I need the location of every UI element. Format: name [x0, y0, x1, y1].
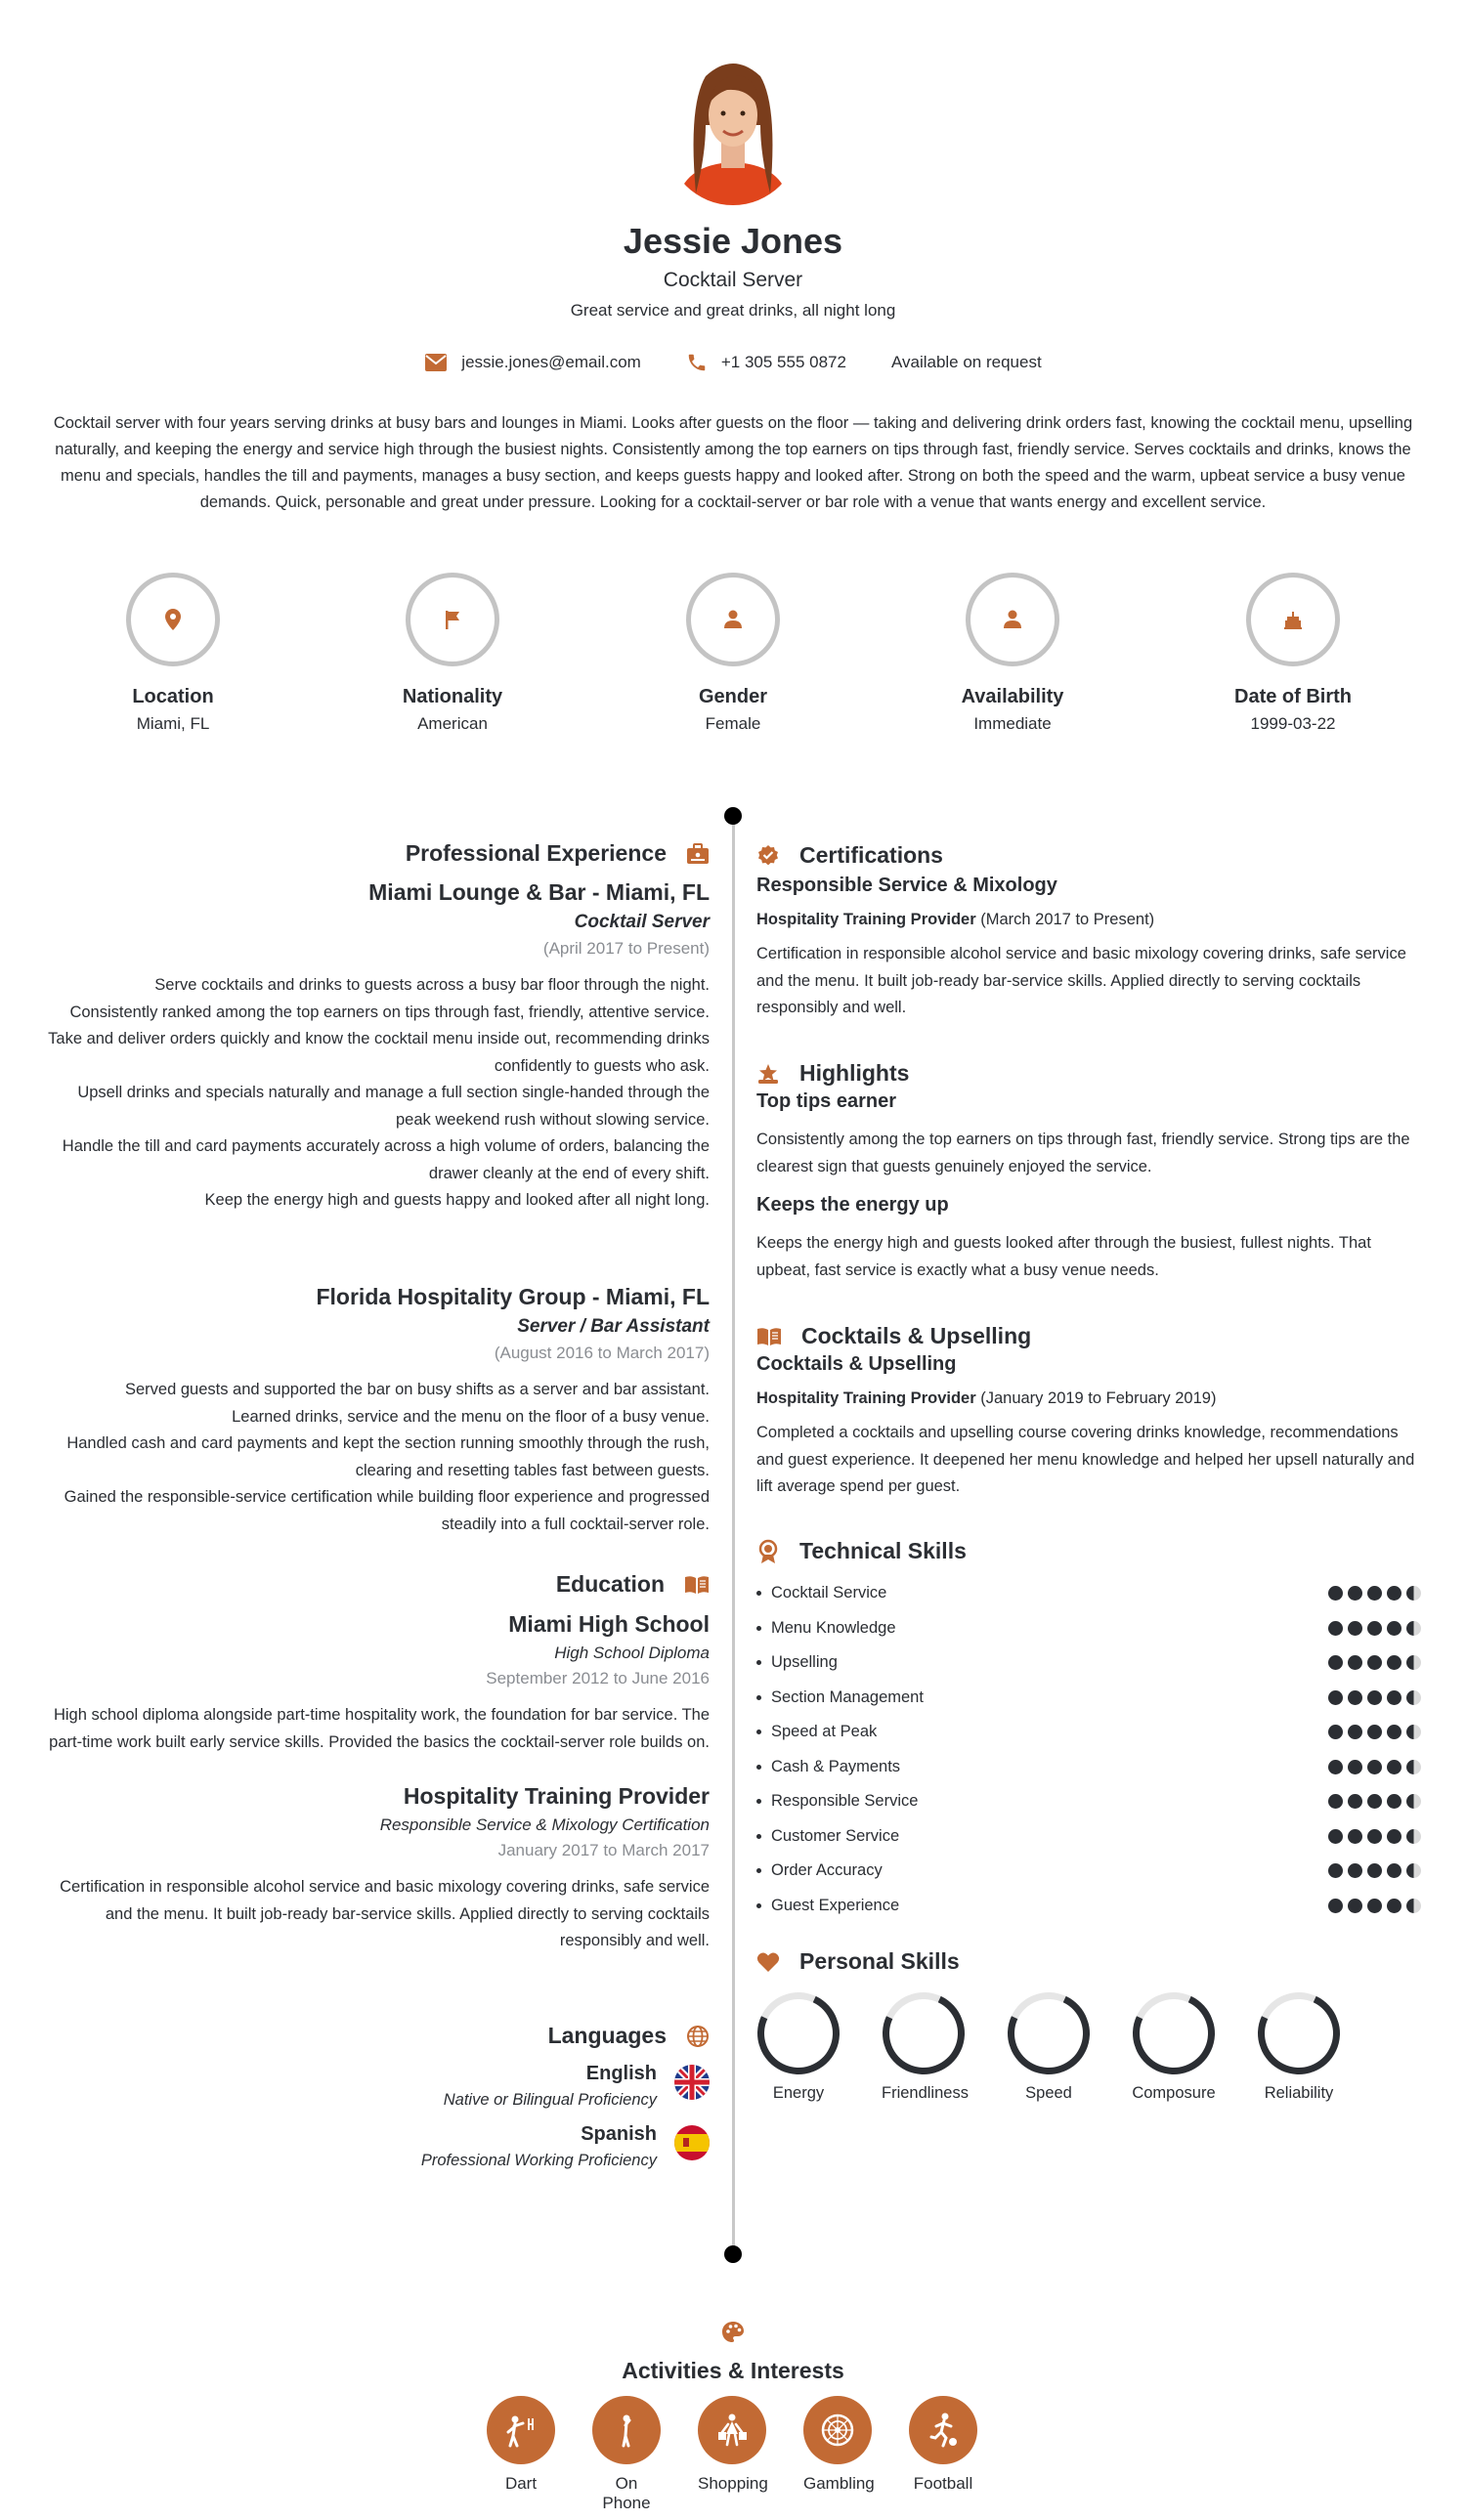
job-dates: (April 2017 to Present)	[542, 939, 710, 958]
skill-rating	[1328, 1690, 1421, 1705]
certification-provider-line	[756, 911, 1421, 929]
skill-name: Upselling	[771, 1653, 838, 1672]
personal-skill	[1007, 1992, 1091, 2103]
skill-row	[756, 1784, 1421, 1819]
activity-label: Gambling	[803, 2474, 875, 2493]
highlights-section	[756, 1060, 1421, 1284]
email-contact[interactable]	[424, 353, 641, 372]
info-date-of-birth	[1176, 573, 1410, 734]
gender-circle	[686, 573, 780, 666]
skill-row	[756, 1681, 1421, 1716]
highlight-text: Consistently among the top earners on tips through fast, friendly service. Strong tips are the clearest sign that guests genuinely enjoyed the service.	[756, 1131, 1410, 1175]
skill-row	[756, 1576, 1421, 1611]
info-label: Availability	[961, 686, 1064, 707]
activity-item	[698, 2396, 766, 2513]
school-dates: September 2012 to June 2016	[486, 1669, 710, 1687]
skill-name: Customer Service	[771, 1826, 900, 1845]
job-line: Handled cash and card payments and kept the section running smoothly through the rush, clearing and resetting tables fast between guests.	[66, 1434, 710, 1479]
personal-skill	[1132, 1992, 1216, 2103]
activity-label: Football	[913, 2474, 973, 2493]
bullet	[756, 1868, 761, 1873]
activities-heading-text: Activities & Interests	[622, 2358, 844, 2383]
bullet	[756, 1765, 761, 1770]
job-1	[39, 879, 710, 1215]
certification-title: Responsible Service & Mixology	[756, 875, 1057, 896]
language-level: Native or Bilingual Proficiency	[443, 2091, 657, 2109]
skill-name: Responsible Service	[771, 1792, 919, 1811]
availability-circle	[966, 573, 1059, 666]
course-dates: (January 2019 to February 2019)	[980, 1389, 1217, 1407]
briefcase-icon	[686, 843, 710, 865]
skill-name: Order Accuracy	[771, 1861, 883, 1880]
skill-row	[756, 1611, 1421, 1646]
info-gender	[616, 573, 850, 734]
skill-ring	[1121, 1981, 1227, 2086]
courses-heading-text: Cocktails & Upselling	[801, 1323, 1032, 1348]
technical-skills-heading-text: Technical Skills	[799, 1538, 967, 1563]
activity-label: On Phone	[602, 2474, 651, 2512]
skill-rating	[1328, 1794, 1421, 1809]
courses-heading	[756, 1323, 1421, 1349]
course-provider-line	[756, 1389, 1421, 1408]
highlight-text: Keeps the energy high and guests looked after through the busiest, fullest nights. That upbeat, fast service is exactly what a busy venue needs.	[756, 1234, 1371, 1279]
bullet	[756, 1660, 761, 1665]
activities-list	[487, 2396, 979, 2513]
education-heading	[39, 1571, 710, 1598]
certifications-section	[756, 842, 1421, 1022]
language-item	[39, 2063, 710, 2110]
skill-row	[756, 1645, 1421, 1681]
flag-icon	[443, 609, 462, 630]
cake-icon	[1282, 609, 1304, 630]
technical-skills-heading	[756, 1538, 1421, 1564]
dob-circle	[1246, 573, 1340, 666]
award-icon	[756, 1539, 780, 1564]
job-line: Serve cocktails and drinks to guests across a busy bar floor through the night.	[154, 976, 710, 994]
certifications-heading-text: Certifications	[799, 842, 943, 868]
technical-skills-list	[756, 1576, 1421, 1923]
email-text: jessie.jones@email.com	[461, 353, 641, 371]
availability-contact	[891, 353, 1042, 372]
candidate-name: Jessie Jones	[623, 221, 843, 261]
languages-section	[39, 2023, 710, 2170]
experience-section	[39, 840, 710, 867]
personal-skills-heading	[756, 1948, 1421, 1975]
education-heading-text: Education	[555, 1571, 665, 1597]
personal-skill-label: Energy	[772, 2084, 825, 2102]
highlights-heading-text: Highlights	[799, 1060, 910, 1086]
personal-skill	[882, 1992, 969, 2103]
star-hand-icon	[756, 1062, 780, 1086]
phone-contact[interactable]	[686, 352, 846, 373]
profile-summary: Cocktail server with four years serving drinks at busy bars and lounges in Miami. Looks after guests on the floor — taking and delivering drink orders fast, knowing the cocktail menu, upselling naturally, and keeping the energy and service high through the busiest nights. Consistently among the top earners on tips through fast, friendly service. Serves cocktails and drinks, knows the menu and specials, handles the till and payments, manages a busy section, and keeps guests happy and looked after. Strong on both the speed and the warm, upbeat service a busy venue demands. Quick, personable and great under pressure. Looking for a cocktail-server or bar role with a venue that wants energy and excellent service.	[53, 414, 1413, 511]
info-value: 1999-03-22	[1250, 714, 1336, 733]
person-icon	[722, 609, 744, 630]
bullet	[756, 1903, 761, 1908]
job-line: Upsell drinks and specials naturally and manage a full section single-handed through the peak weekend rush without slowing service.	[77, 1084, 710, 1129]
certification-dates: (March 2017 to Present)	[980, 911, 1155, 928]
football-icon	[909, 2396, 977, 2464]
location-pin-icon	[163, 608, 183, 631]
certifications-heading	[756, 842, 1421, 869]
info-label: Date of Birth	[1234, 686, 1352, 707]
skill-row	[756, 1889, 1421, 1924]
course-provider: Hospitality Training Provider	[756, 1389, 976, 1407]
candidate-title: Cocktail Server	[663, 269, 803, 291]
school-description: Certification in responsible alcohol service and basic mixology covering drinks, safe service and the menu. It built job-ready bar-service skills. Applied directly to serving cocktails responsibly and well.	[60, 1878, 710, 1949]
info-label: Nationality	[402, 686, 503, 707]
bullet	[756, 1799, 761, 1804]
personal-skill-label: Friendliness	[882, 2084, 969, 2102]
skill-row	[756, 1854, 1421, 1889]
job-description	[39, 1377, 710, 1538]
personal-info-row	[0, 573, 1466, 739]
highlight-title: Top tips earner	[756, 1090, 896, 1112]
skill-rating	[1328, 1760, 1421, 1774]
bullet	[756, 1626, 761, 1631]
courses-section	[756, 1323, 1421, 1501]
job-line: Served guests and supported the bar on busy shifts as a server and bar assistant.	[124, 1381, 710, 1398]
personal-skill-label: Reliability	[1264, 2084, 1334, 2102]
language-name: English	[585, 2063, 657, 2084]
activities-heading	[0, 2320, 1466, 2384]
info-value: American	[417, 714, 488, 733]
heart-icon	[756, 1951, 780, 1973]
shopping-icon	[698, 2396, 766, 2464]
job-line: Keep the energy high and guests happy and looked after all night long.	[204, 1191, 710, 1209]
skill-ring	[746, 1981, 851, 2086]
dart-icon	[487, 2396, 555, 2464]
job-line: Handle the till and card payments accurately across a high volume of orders, balancing the drawer cleanly at the end of every shift.	[62, 1137, 710, 1182]
phone-text: +1 305 555 0872	[720, 353, 846, 371]
language-item	[39, 2123, 710, 2170]
school-name: Hospitality Training Provider	[403, 1783, 710, 1809]
activity-item	[909, 2396, 977, 2513]
timeline-start-dot	[724, 807, 742, 825]
education-section	[39, 1571, 710, 1955]
skill-name: Cocktail Service	[771, 1584, 887, 1602]
school-dates: January 2017 to March 2017	[497, 1841, 710, 1859]
personal-skills-heading-text: Personal Skills	[799, 1948, 960, 1974]
info-availability	[895, 573, 1130, 734]
experience-heading	[39, 840, 710, 867]
globe-icon	[686, 2025, 710, 2048]
school-degree: Responsible Service & Mixology Certification	[379, 1815, 710, 1834]
skill-name: Menu Knowledge	[771, 1618, 896, 1637]
phone-call-icon	[592, 2396, 661, 2464]
info-value: Immediate	[973, 714, 1052, 733]
job-role: Cocktail Server	[574, 912, 710, 932]
skill-ring	[871, 1981, 976, 2086]
book-icon	[684, 1574, 710, 1596]
job-description	[39, 972, 710, 1215]
school-name: Miami High School	[508, 1611, 710, 1637]
bullet	[756, 1695, 761, 1700]
email-icon	[424, 353, 448, 372]
activity-label: Dart	[504, 2474, 538, 2493]
school-description: High school diploma alongside part-time hospitality work, the foundation for bar service. The part-time work built early service skills. Provided the basics the cocktail-server role builds on.	[49, 1706, 710, 1751]
job-role: Server / Bar Assistant	[517, 1316, 710, 1337]
skill-name: Guest Experience	[771, 1896, 900, 1914]
skill-rating	[1328, 1586, 1421, 1601]
personal-skill	[1257, 1992, 1341, 2103]
job-dates: (August 2016 to March 2017)	[494, 1344, 710, 1362]
education-item	[39, 1611, 710, 1756]
info-label: Location	[132, 686, 214, 707]
profile-photo	[667, 47, 799, 205]
activity-label: Shopping	[698, 2474, 768, 2493]
languages-heading	[39, 2023, 710, 2049]
book-icon	[756, 1326, 782, 1347]
skill-rating	[1328, 1863, 1421, 1878]
contact-row	[0, 352, 1466, 373]
info-value: Female	[705, 714, 761, 733]
availability-text: Available on request	[890, 353, 1042, 371]
activity-item	[803, 2396, 875, 2513]
skill-row	[756, 1819, 1421, 1855]
language-name: Spanish	[581, 2123, 657, 2145]
languages-heading-text: Languages	[547, 2023, 667, 2048]
info-location	[56, 573, 290, 734]
language-level: Professional Working Proficiency	[420, 2152, 657, 2169]
location-circle	[126, 573, 220, 666]
tagline: Great service and great drinks, all night long	[570, 301, 896, 320]
job-line: Learned drinks, service and the menu on the floor of a busy venue.	[232, 1407, 710, 1426]
course-description: Completed a cocktails and upselling course covering drinks knowledge, recommendations and guest experience. It deepened her menu knowledge and helped her upsell naturally and lift average spend per guest.	[756, 1424, 1415, 1495]
personal-skills-section	[756, 1948, 1421, 2103]
skill-name: Cash & Payments	[771, 1757, 901, 1775]
info-label: Gender	[698, 686, 768, 707]
info-value: Miami, FL	[136, 714, 210, 733]
job-line: Take and deliver orders quickly and know the cocktail menu inside out, recommending drinks confidently to guests who ask.	[48, 1030, 710, 1075]
personal-skill-label: Speed	[1025, 2084, 1072, 2102]
spain-flag-icon	[674, 2125, 710, 2160]
personal-skill-label: Composure	[1132, 2084, 1216, 2102]
job-2	[39, 1284, 710, 1538]
skill-rating	[1328, 1725, 1421, 1739]
school-degree: High School Diploma	[554, 1644, 710, 1662]
technical-skills-section	[756, 1538, 1421, 1923]
timeline-line	[732, 817, 735, 2255]
skill-rating	[1328, 1655, 1421, 1670]
education-item	[39, 1783, 710, 1955]
bullet	[756, 1834, 761, 1839]
skill-name: Section Management	[771, 1687, 924, 1706]
job-line: Gained the responsible-service certification while building floor experience and progressed steadily into a full cocktail-server role.	[64, 1488, 710, 1533]
personal-skill	[756, 1992, 841, 2103]
certification-provider: Hospitality Training Provider	[756, 911, 976, 928]
skill-ring	[996, 1981, 1101, 2086]
activity-item	[487, 2396, 555, 2513]
phone-icon	[686, 352, 708, 373]
personal-skills-list	[756, 1992, 1421, 2103]
skill-rating	[1328, 1899, 1421, 1913]
palette-icon	[720, 2320, 746, 2345]
activity-item	[592, 2396, 661, 2513]
experience-heading-text: Professional Experience	[405, 840, 667, 866]
timeline-end-dot	[724, 2245, 742, 2263]
verified-badge-icon	[756, 844, 780, 868]
nationality-circle	[406, 573, 499, 666]
certification-description: Certification in responsible alcohol service and basic mixology covering drinks, safe service and the menu. It built job-ready bar-service skills. Applied directly to serving cocktails responsibly and well.	[756, 945, 1406, 1016]
course-title: Cocktails & Upselling	[756, 1353, 957, 1375]
job-org: Miami Lounge & Bar - Miami, FL	[368, 879, 710, 905]
skill-rating	[1328, 1829, 1421, 1844]
skill-rating	[1328, 1621, 1421, 1636]
skill-row	[756, 1715, 1421, 1750]
person-icon	[1002, 609, 1023, 630]
skill-ring	[1246, 1981, 1352, 2086]
highlight-title: Keeps the energy up	[756, 1194, 949, 1216]
info-nationality	[335, 573, 570, 734]
skill-row	[756, 1750, 1421, 1785]
highlights-heading	[756, 1060, 1421, 1087]
uk-flag-icon	[674, 2065, 710, 2100]
skill-name: Speed at Peak	[771, 1723, 878, 1741]
bullet	[756, 1591, 761, 1596]
roulette-icon	[803, 2396, 872, 2464]
job-org: Florida Hospitality Group - Miami, FL	[316, 1284, 710, 1309]
job-line: Consistently ranked among the top earners on tips through fast, friendly, attentive service.	[69, 1003, 710, 1021]
bullet	[756, 1730, 761, 1734]
